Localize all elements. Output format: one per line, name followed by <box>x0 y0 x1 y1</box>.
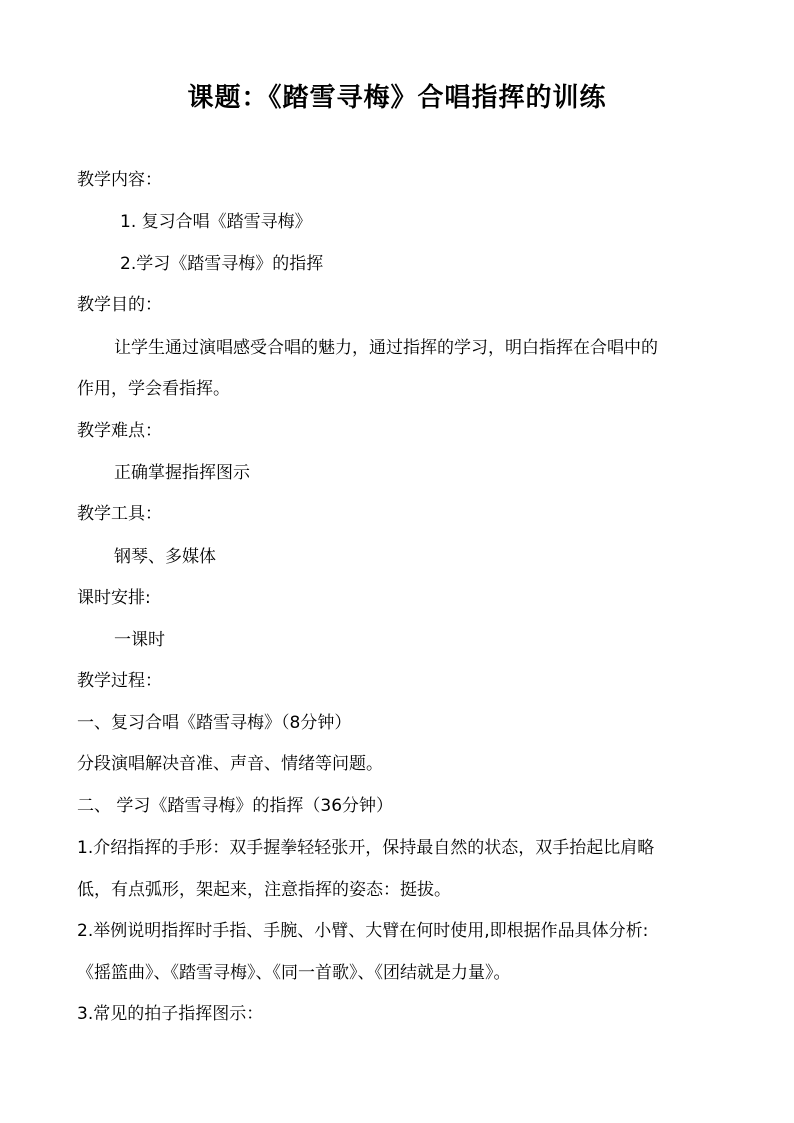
heading-teaching-content: 教学内容： <box>77 170 162 190</box>
tools-text: 钢琴、多媒体 <box>114 547 216 567</box>
page-title: 课题：《踏雪寻梅》合唱指挥的训练 <box>187 83 607 113</box>
process-step-2: 二、 学习《踏雪寻梅》的指挥（36分钟） <box>77 796 394 816</box>
goal-text-line-2: 作用，学会看指挥。 <box>77 379 230 399</box>
schedule-text: 一课时 <box>114 630 165 650</box>
process-item-3: 3.常见的拍子指挥图示： <box>77 1004 264 1024</box>
heading-teaching-goal: 教学目的： <box>77 295 162 315</box>
heading-teaching-difficulty: 教学难点： <box>77 421 162 441</box>
difficulty-text: 正确掌握指挥图示 <box>114 463 250 483</box>
process-step-1: 一、复习合唱《踏雪寻梅》（8分钟） <box>77 713 352 733</box>
process-item-1-line-1: 1.介绍指挥的手形：双手握拳轻轻张开，保持最自然的状态，双手抬起比肩略 <box>77 838 655 858</box>
process-item-2-line-1: 2.举例说明指挥时手指、手腕、小臂、大臂在何时使用,即根据作品具体分析: <box>77 921 649 941</box>
goal-text-line-1: 让学生通过演唱感受合唱的魅力，通过指挥的学习，明白指挥在合唱中的 <box>114 338 658 358</box>
heading-teaching-tools: 教学工具： <box>77 504 162 524</box>
heading-teaching-process: 教学过程： <box>77 671 162 691</box>
content-item-1: 1. 复习合唱《踏雪寻梅》 <box>120 212 312 232</box>
process-item-1-line-2: 低，有点弧形，架起来，注意指挥的姿态：挺拔。 <box>77 880 451 900</box>
content-item-2: 2.学习《踏雪寻梅》的指挥 <box>120 254 324 274</box>
heading-schedule: 课时安排: <box>77 588 151 608</box>
process-step-1-text: 分段演唱解决音准、声音、情绪等问题。 <box>77 754 383 774</box>
process-item-2-line-2: 《摇篮曲》、《踏雪寻梅》、《同一首歌》、《团结就是力量》。 <box>77 963 511 983</box>
